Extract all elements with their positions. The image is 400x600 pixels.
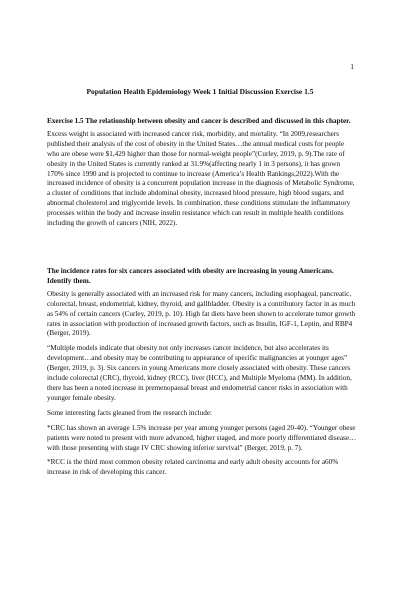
document-title: Population Health Epidemiology Week 1 Initial Discussion Exercise 1.5	[86, 87, 314, 96]
body-paragraph: *CRC has shown an average 1.5% increase per year among younger persons (aged 20-40). “Younger obese patients were noted to present with more advanced, higher staged, and more poorly differentiated disease…with those presenting with stage IV CRC showing inferior survival” (Berger, 2019, p. 7).	[47, 423, 357, 452]
section-heading: Exercise 1.5 The relationship between obesity and cancer is described and discussed in this chapter.	[47, 117, 351, 125]
body-paragraph: “Multiple models indicate that obesity not only increases cancer incidence, but also accelerates its development…and obesity may be contributing to appearance of specific malignancies at younger ages” (Berger, 2019, p. 3). Six cancers in young Americans more closely associated with obesity. These cancers include colorectal (CRC), thyroid, kidney (RCC), liver (HCC), and Multiple Myeloma (MM). In addition, there has been a noted increase in premenopausal breast and endometrial cancer risks in association with younger female obesity.	[47, 344, 352, 402]
body-paragraph: Excess weight is associated with increased cancer risk, morbidity, and mortality. “In 2009,researchers published their analysis of the cost of obesity in the United States…the annual medical costs for people who are obese were $1,429 higher than those for normal-weight people”(Curley, 2019, p. 9).The rate of obesity in the United States is currently ranked at 31.9%(affecting nearly 1 in 3 persons), it has grown 170% since 1990 and is projected to continue to increase (America’s Health Rankings,2022).With the increased incidence of obesity is a concurrent population increase in the diagnosis of Metabolic Syndrome, a cluster of conditions that include abdominal obesity, increased blood pressure, high blood sugars, and abnormal cholesterol and triglyceride levels. In combination, these conditions stimulate the inflammatory processes within the body and increase insulin resistance which can result in multiple health conditions including the growth of cancers (NIH, 2022).	[47, 129, 355, 228]
body-paragraph: Some interesting facts gleaned from the research include:	[47, 408, 213, 417]
body-paragraph: *RCC is the third most common obesity related carcinoma and early adult obesity accounts for a60% increase in risk of developing this cancer.	[47, 458, 339, 477]
page-number: 1	[350, 62, 354, 71]
section-heading: The incidence rates for six cancers associated with obesity are increasing in young Americans. Identify them.	[47, 267, 334, 285]
body-paragraph: Obesity is generally associated with an increased risk for many cancers, including esophageal, pancreatic, colorectal, breast, endometrial, kidney, thyroid, and gallbladder. Obesity is a contributory factor in as much as 54% of certain cancers (Curley, 2019, p. 10). High fat diets have been shown to accelerate tumor growth rates in association with production of increased growth factors, such as Insulin, IGF-1, Leptin, and RBP4 (Berger, 2019).	[47, 289, 356, 338]
section-obesity-cancer-relationship	[47, 117, 357, 229]
section-six-cancers	[47, 267, 357, 478]
